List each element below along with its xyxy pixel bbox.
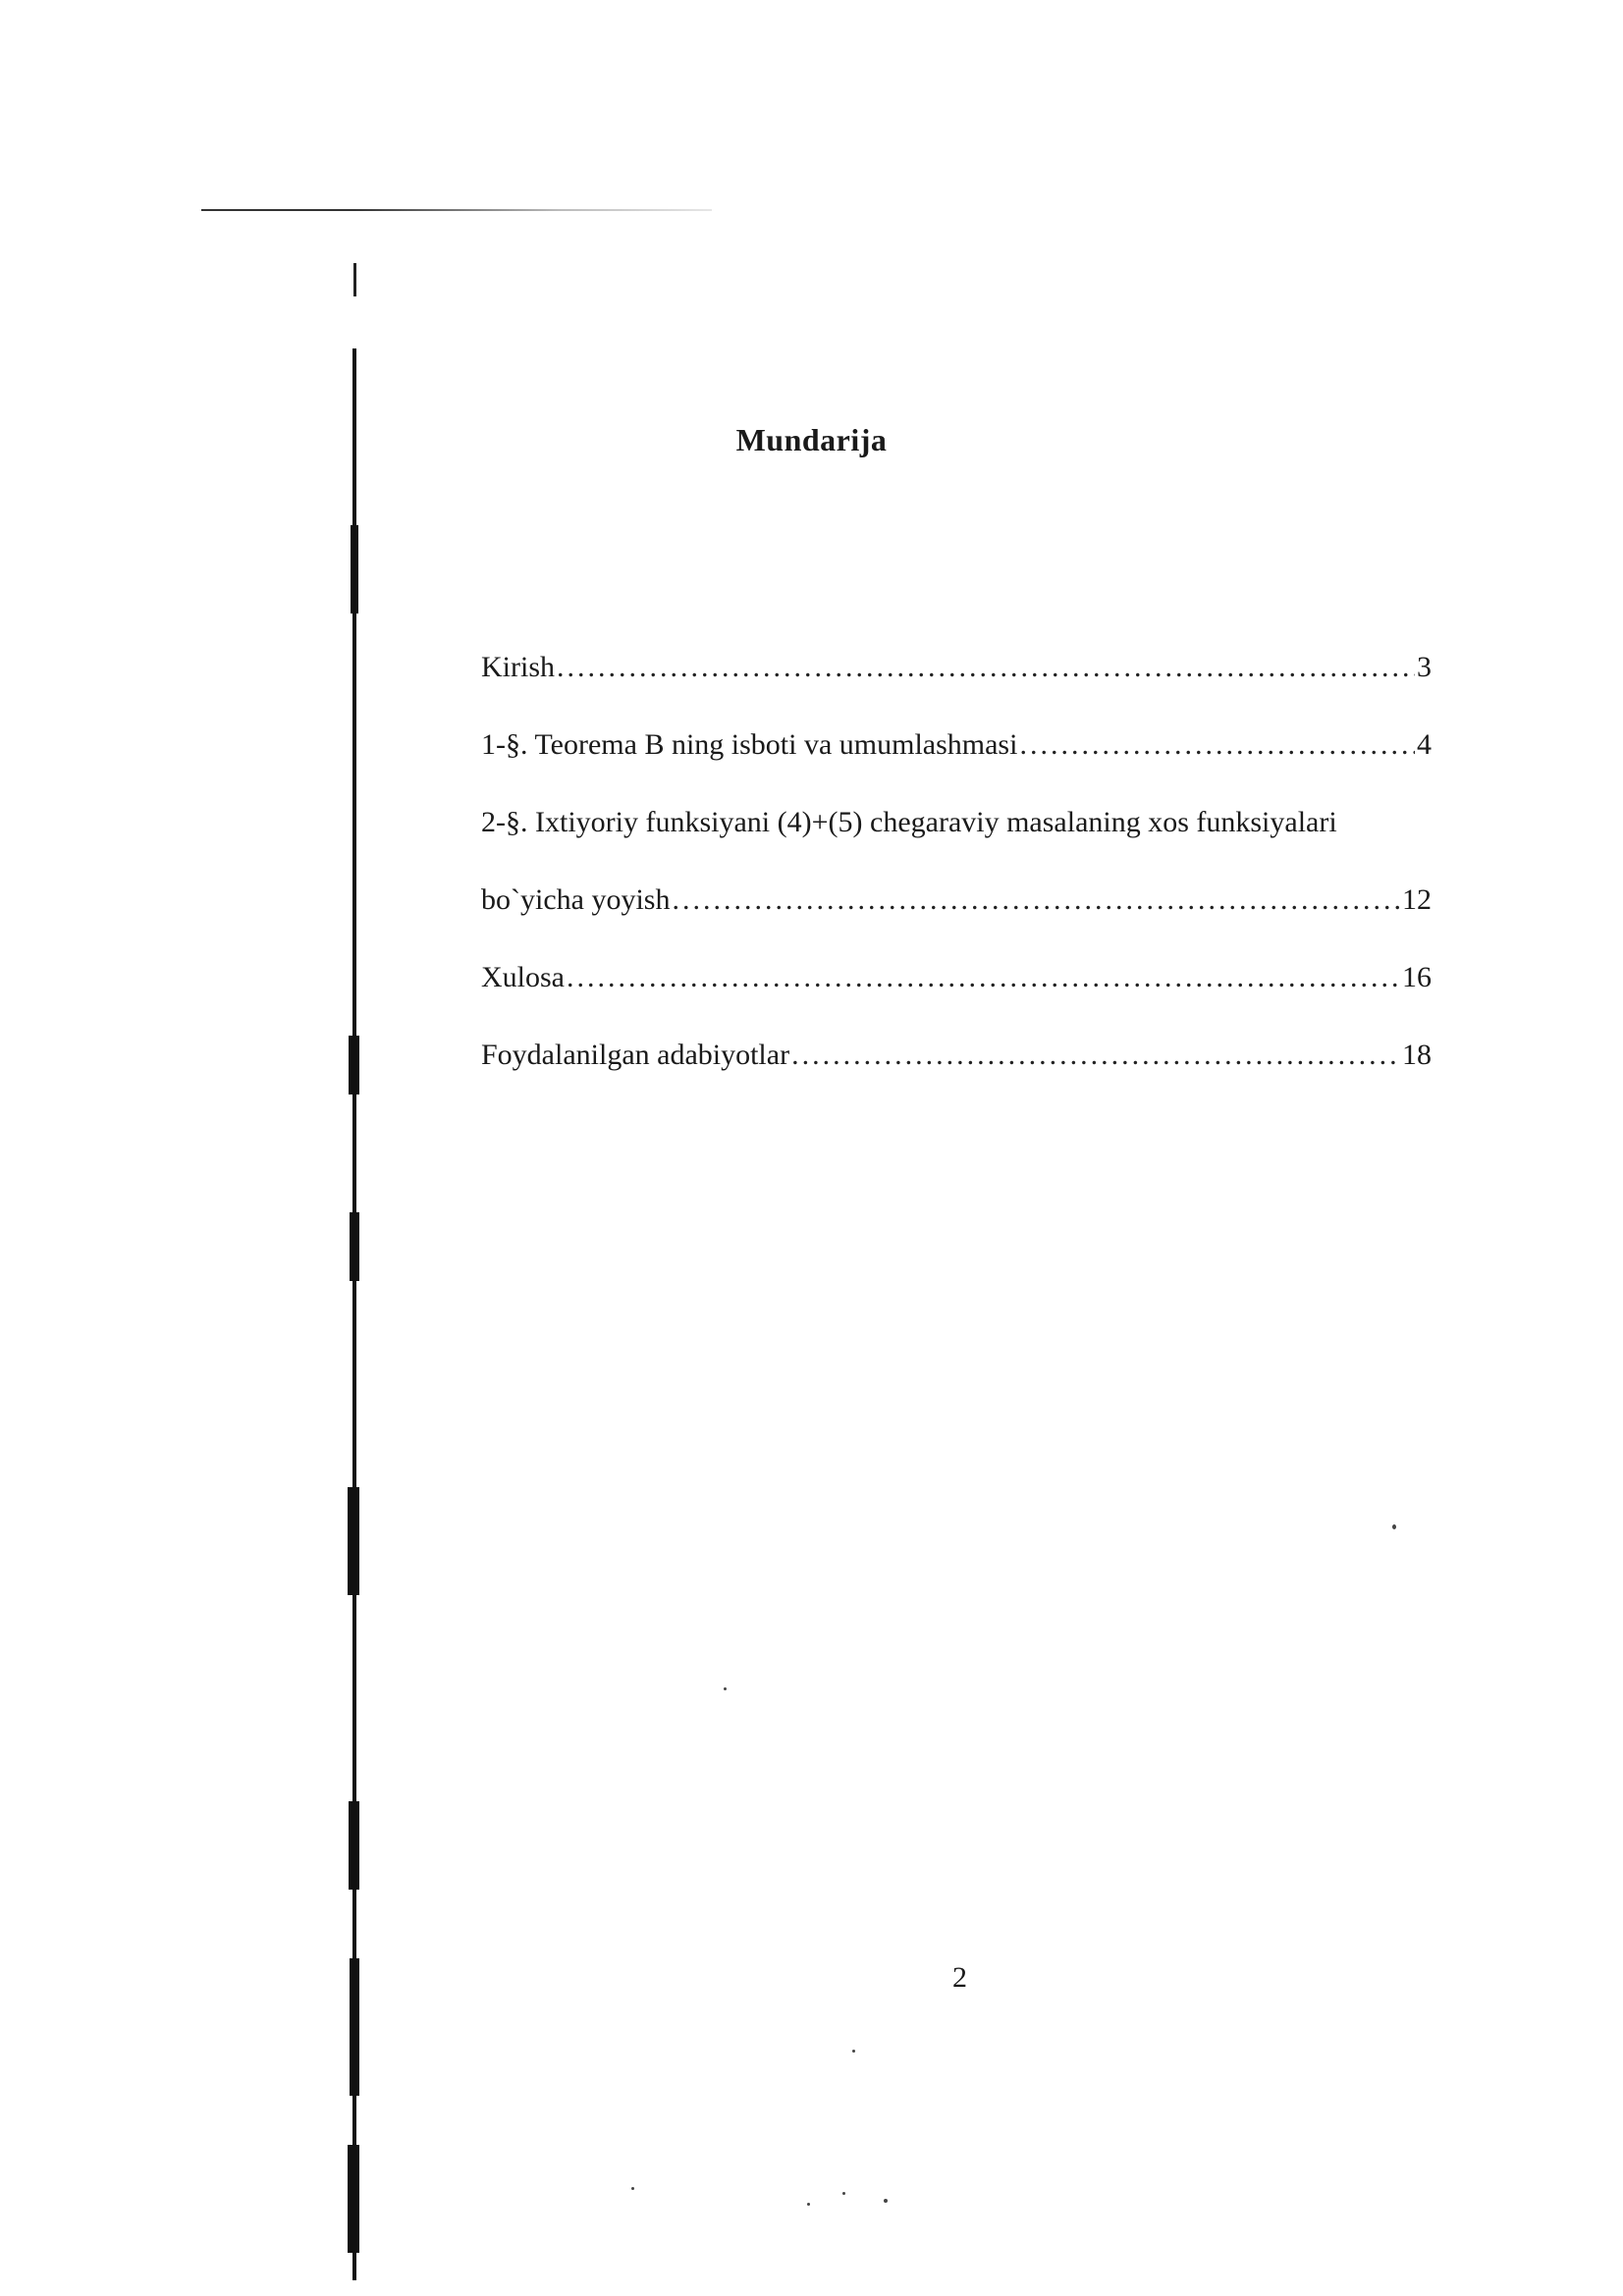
toc-entry-page: 12 [1402, 883, 1432, 916]
toc-entry-section-2 [481, 803, 1432, 842]
toc-entry-page: 4 [1417, 728, 1432, 761]
scan-speck [1392, 1524, 1396, 1529]
scan-speck [724, 1687, 727, 1690]
document-title: Mundarija [735, 422, 888, 457]
toc-entry-label: 1-§. Teorema B ning isboti va umumlashmasi [481, 728, 1018, 761]
toc-entry-label: 2-§. Ixtiyoriy funksiyani (4)+(5) chegaraviy masalaning xos funksiyalari [481, 806, 1337, 838]
toc-entry-section-1 [481, 725, 1432, 765]
scan-speck [631, 2187, 634, 2190]
toc-entry-label: Kirish [481, 651, 555, 683]
toc-entry-references [481, 1036, 1432, 1075]
toc-leader-dots [1019, 725, 1415, 765]
top-rule [201, 209, 712, 211]
scan-speck [807, 2203, 810, 2206]
toc-entry-section-2-continued [481, 881, 1432, 920]
toc-entry-label: Foydalanilgan adabiyotlar [481, 1039, 790, 1071]
toc-leader-dots [567, 958, 1400, 997]
toc-entry-label: bo`yicha yoyish [481, 883, 671, 916]
toc-entry-kirish [481, 648, 1432, 687]
toc-entry-page: 18 [1402, 1039, 1432, 1071]
toc-leader-dots [791, 1036, 1400, 1075]
table-of-contents [481, 648, 1432, 1113]
margin-mark [353, 263, 356, 296]
toc-entry-label: Xulosa [481, 961, 565, 993]
toc-entry-xulosa [481, 958, 1432, 997]
toc-leader-dots [672, 881, 1400, 920]
binding-edge [344, 348, 367, 2280]
toc-leader-dots [557, 648, 1415, 687]
toc-entry-page: 16 [1402, 961, 1432, 993]
scan-speck [884, 2199, 888, 2203]
page-number: 2 [952, 1961, 967, 1994]
scan-speck [852, 2050, 855, 2053]
scan-speck [842, 2192, 845, 2195]
toc-entry-page: 3 [1417, 651, 1432, 683]
